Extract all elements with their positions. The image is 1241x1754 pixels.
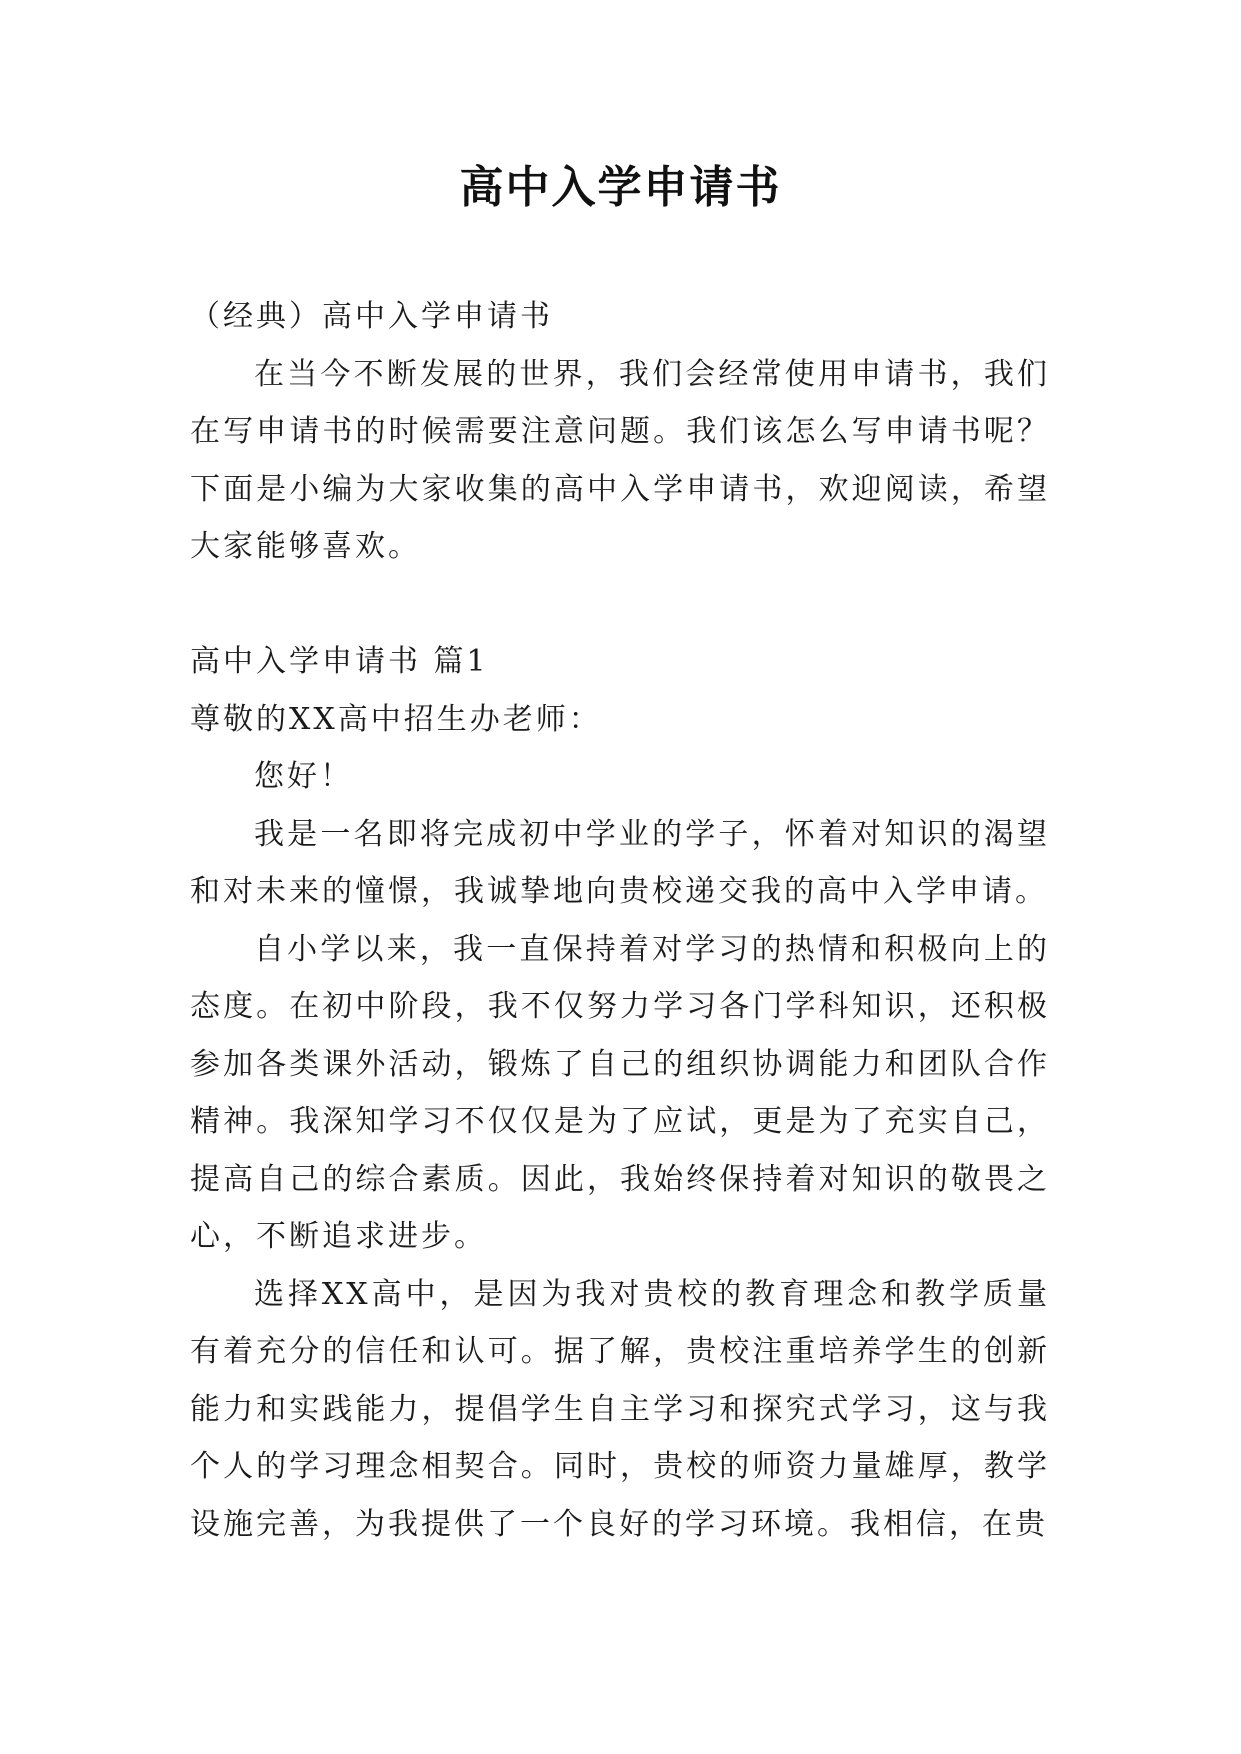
section-spacer bbox=[190, 576, 1050, 634]
body-paragraph-1: 我是一名即将完成初中学业的学子，怀着对知识的渴望和对未来的憧憬，我诚挚地向贵校递交我的高中入学申请。 bbox=[190, 816, 1050, 909]
document-subtitle: （经典）高中入学申请书 bbox=[190, 299, 553, 334]
salutation: 尊敬的XX高中招生办老师： bbox=[190, 701, 602, 737]
document-title: 高中入学申请书 bbox=[459, 162, 782, 213]
body-paragraph-2: 自小学以来，我一直保持着对学习的热情和积极向上的态度。在初中阶段，我不仅努力学习各门学科知识，还积极参加各类课外活动，锻炼了自己的组织协调能力和团队合作精神。我深知学习不仅仅是为了应试，更是为了充实自己，提高自己的综合素质。因此，我始终保持着对知识的敬畏之心，不断追求进步。 bbox=[190, 931, 1050, 1254]
body-paragraph-3: 选择XX高中，是因为我对贵校的教育理念和教学质量有着充分的信任和认可。据了解，贵校注重培养学生的创新能力和实践能力，提倡学生自主学习和探究式学习，这与我个人的学习理念相契合。同时，贵校的师资力量雄厚，教学设施完善，为我提供了一个良好的学习环境。我相信，在贵 bbox=[190, 1276, 1050, 1542]
document-body bbox=[190, 288, 1050, 1553]
section-heading: 高中入学申请书 篇1 bbox=[190, 644, 489, 679]
greeting: 您好！ bbox=[254, 759, 353, 794]
intro-paragraph: 在当今不断发展的世界，我们会经常使用申请书，我们在写申请书的时候需要注意问题。我们该怎么写申请书呢？下面是小编为大家收集的高中入学申请书，欢迎阅读，希望大家能够喜欢。 bbox=[190, 356, 1050, 564]
